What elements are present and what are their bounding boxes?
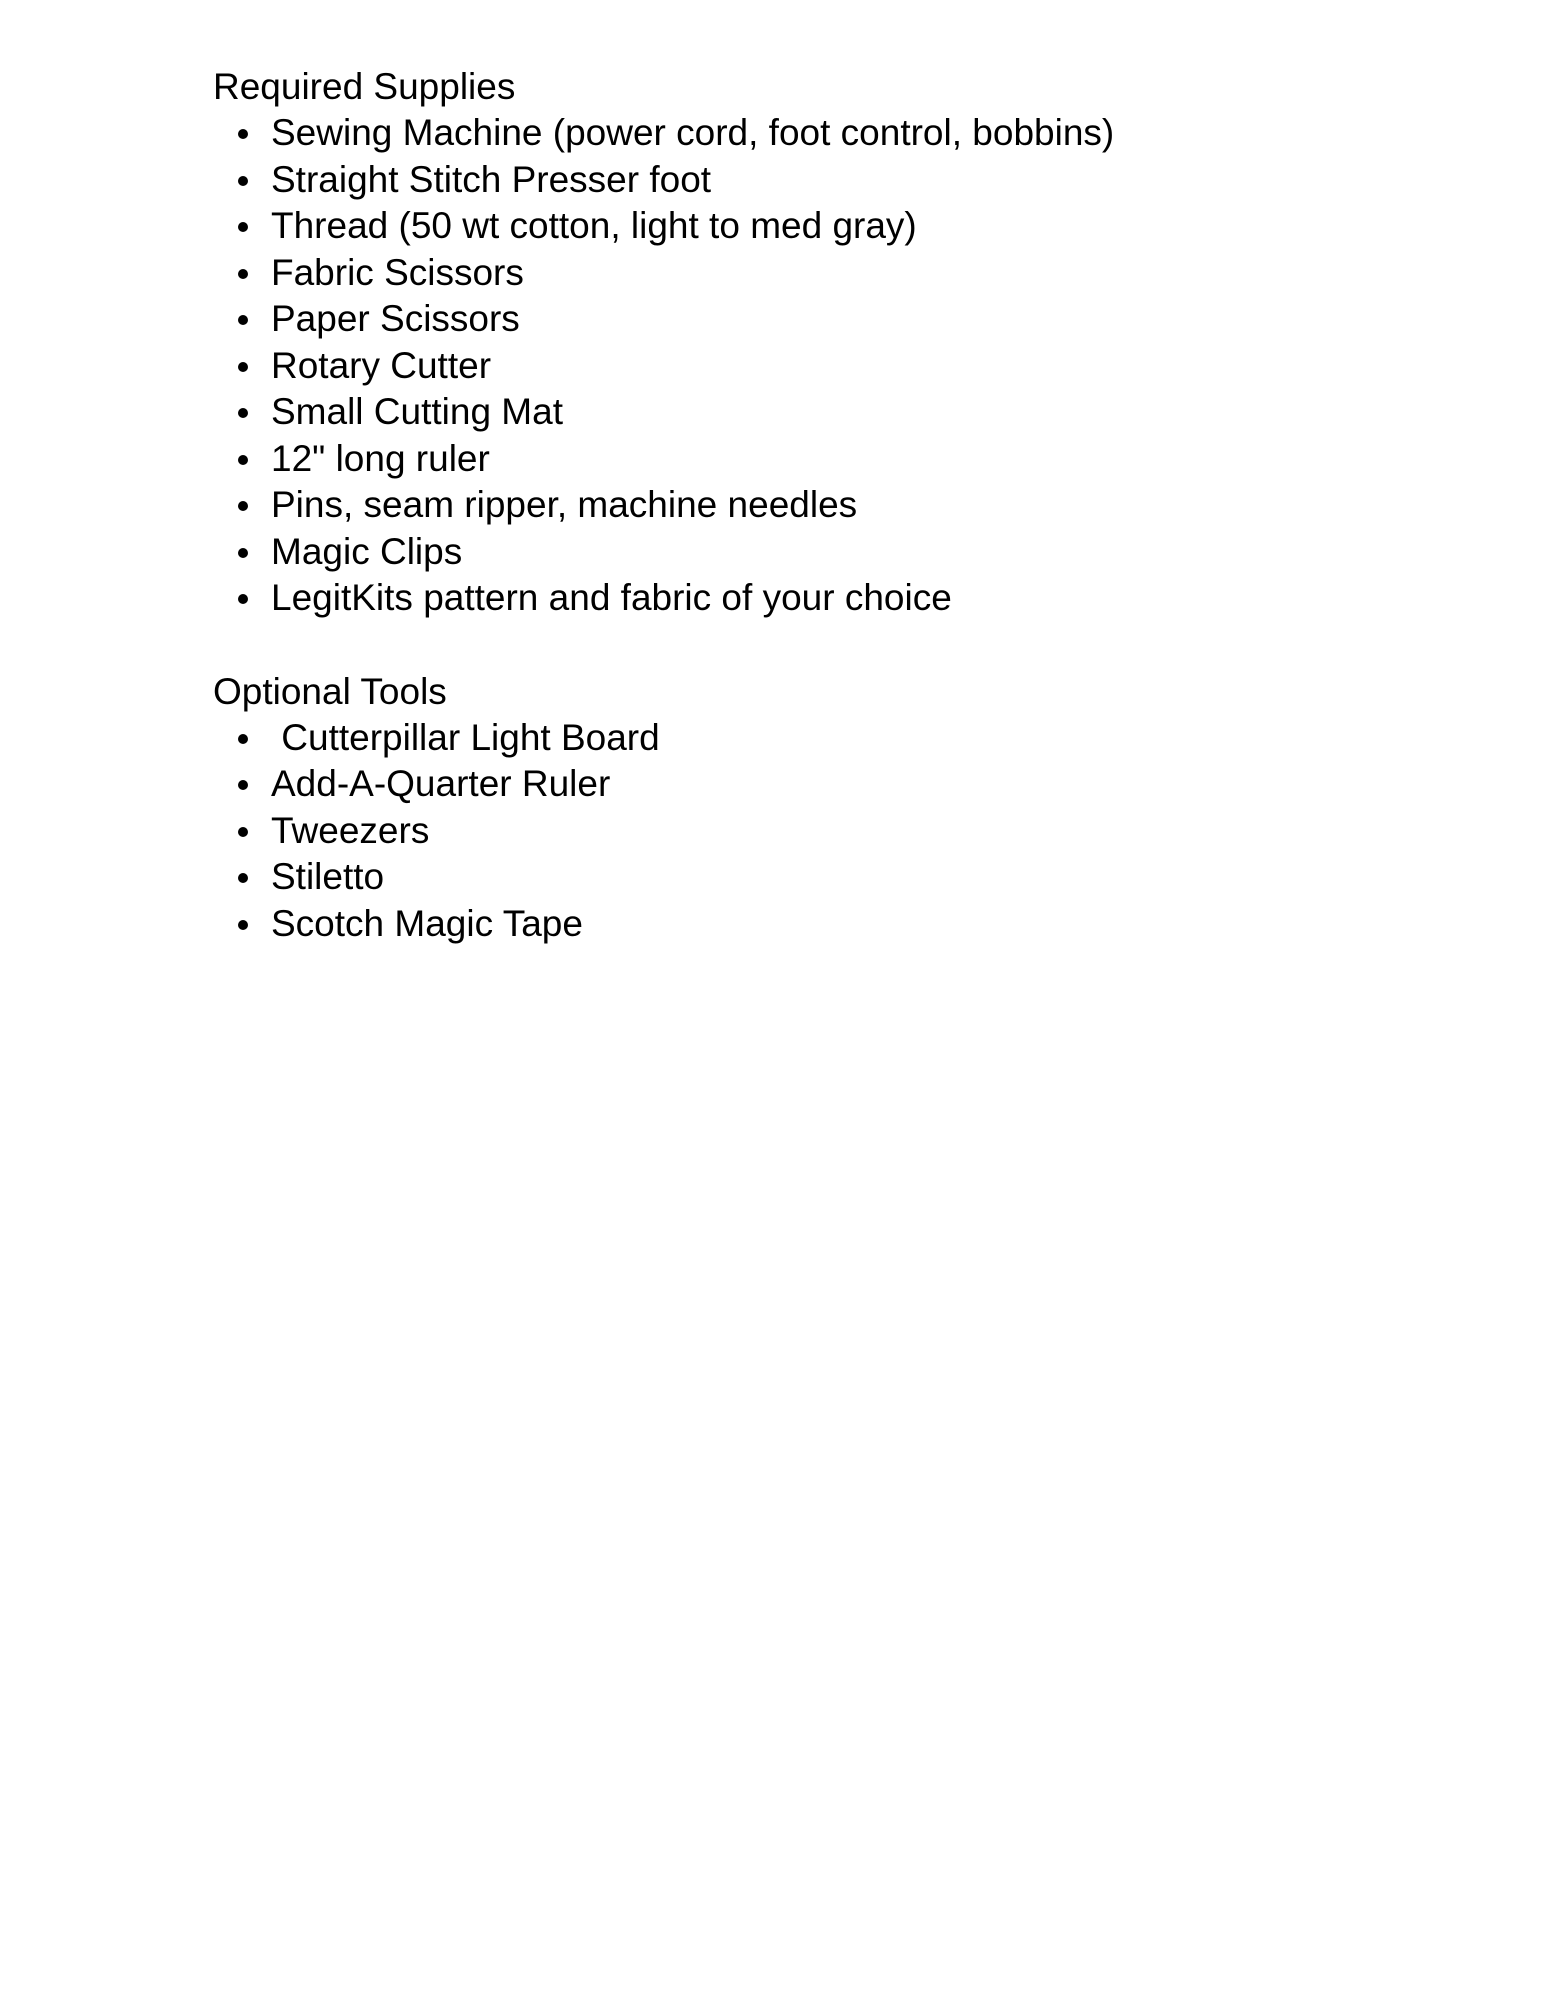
- list-item-text: Thread (50 wt cotton, light to med gray): [271, 205, 917, 246]
- list-item: [271, 296, 1413, 343]
- list-item-text: Magic Clips: [271, 530, 463, 572]
- list-item-text: Stiletto: [271, 856, 385, 897]
- bullet-icon: [238, 594, 248, 604]
- list-item: [271, 761, 1413, 808]
- bullet-icon: [238, 920, 248, 930]
- list-item-text: Sewing Machine (power cord, foot control, bobbins): [271, 112, 1115, 153]
- required-supplies-list: [213, 110, 1413, 622]
- document-body: [213, 64, 1413, 947]
- list-item: [271, 901, 1413, 948]
- list-item: [271, 436, 1413, 483]
- bullet-icon: [238, 362, 248, 372]
- list-item-text: Straight Stitch Presser foot: [271, 158, 712, 200]
- list-item: [271, 482, 1413, 529]
- list-item: [271, 389, 1413, 436]
- list-item: [271, 110, 1413, 157]
- list-item-text: Small Cutting Mat: [271, 391, 563, 432]
- list-item: [271, 250, 1413, 297]
- optional-tools-heading: Optional Tools: [213, 670, 447, 712]
- list-item: [271, 854, 1413, 901]
- bullet-icon: [238, 873, 248, 883]
- list-item-text: Paper Scissors: [271, 298, 520, 339]
- list-item: [271, 808, 1413, 855]
- list-item-text: Pins, seam ripper, machine needles: [271, 484, 858, 525]
- bullet-icon: [238, 269, 248, 279]
- list-item: [271, 715, 1413, 762]
- bullet-icon: [238, 827, 248, 837]
- bullet-icon: [238, 548, 248, 558]
- bullet-icon: [238, 176, 248, 186]
- bullet-icon: [238, 501, 248, 511]
- list-item-text: Add-A-Quarter Ruler: [271, 763, 611, 804]
- list-item-text: Scotch Magic Tape: [271, 902, 583, 944]
- list-item: [271, 203, 1413, 250]
- list-item: [271, 529, 1413, 576]
- section-spacer: [213, 622, 1413, 669]
- list-item-text: LegitKits pattern and fabric of your choice: [271, 577, 952, 618]
- bullet-icon: [238, 129, 248, 139]
- bullet-icon: [238, 315, 248, 325]
- bullet-icon: [238, 455, 248, 465]
- bullet-icon: [238, 222, 248, 232]
- list-item: [271, 575, 1413, 622]
- list-item-text: Fabric Scissors: [271, 251, 524, 293]
- list-item-text: Tweezers: [271, 809, 430, 851]
- list-item-text: 12" long ruler: [271, 437, 490, 479]
- optional-tools-list: [213, 715, 1413, 948]
- list-item: [271, 157, 1413, 204]
- list-item-text: Rotary Cutter: [271, 344, 492, 386]
- bullet-icon: [238, 734, 248, 744]
- required-supplies-heading: Required Supplies: [213, 66, 516, 107]
- bullet-icon: [238, 780, 248, 790]
- list-item-text: Cutterpillar Light Board: [271, 716, 660, 758]
- list-item: [271, 343, 1413, 390]
- bullet-icon: [238, 408, 248, 418]
